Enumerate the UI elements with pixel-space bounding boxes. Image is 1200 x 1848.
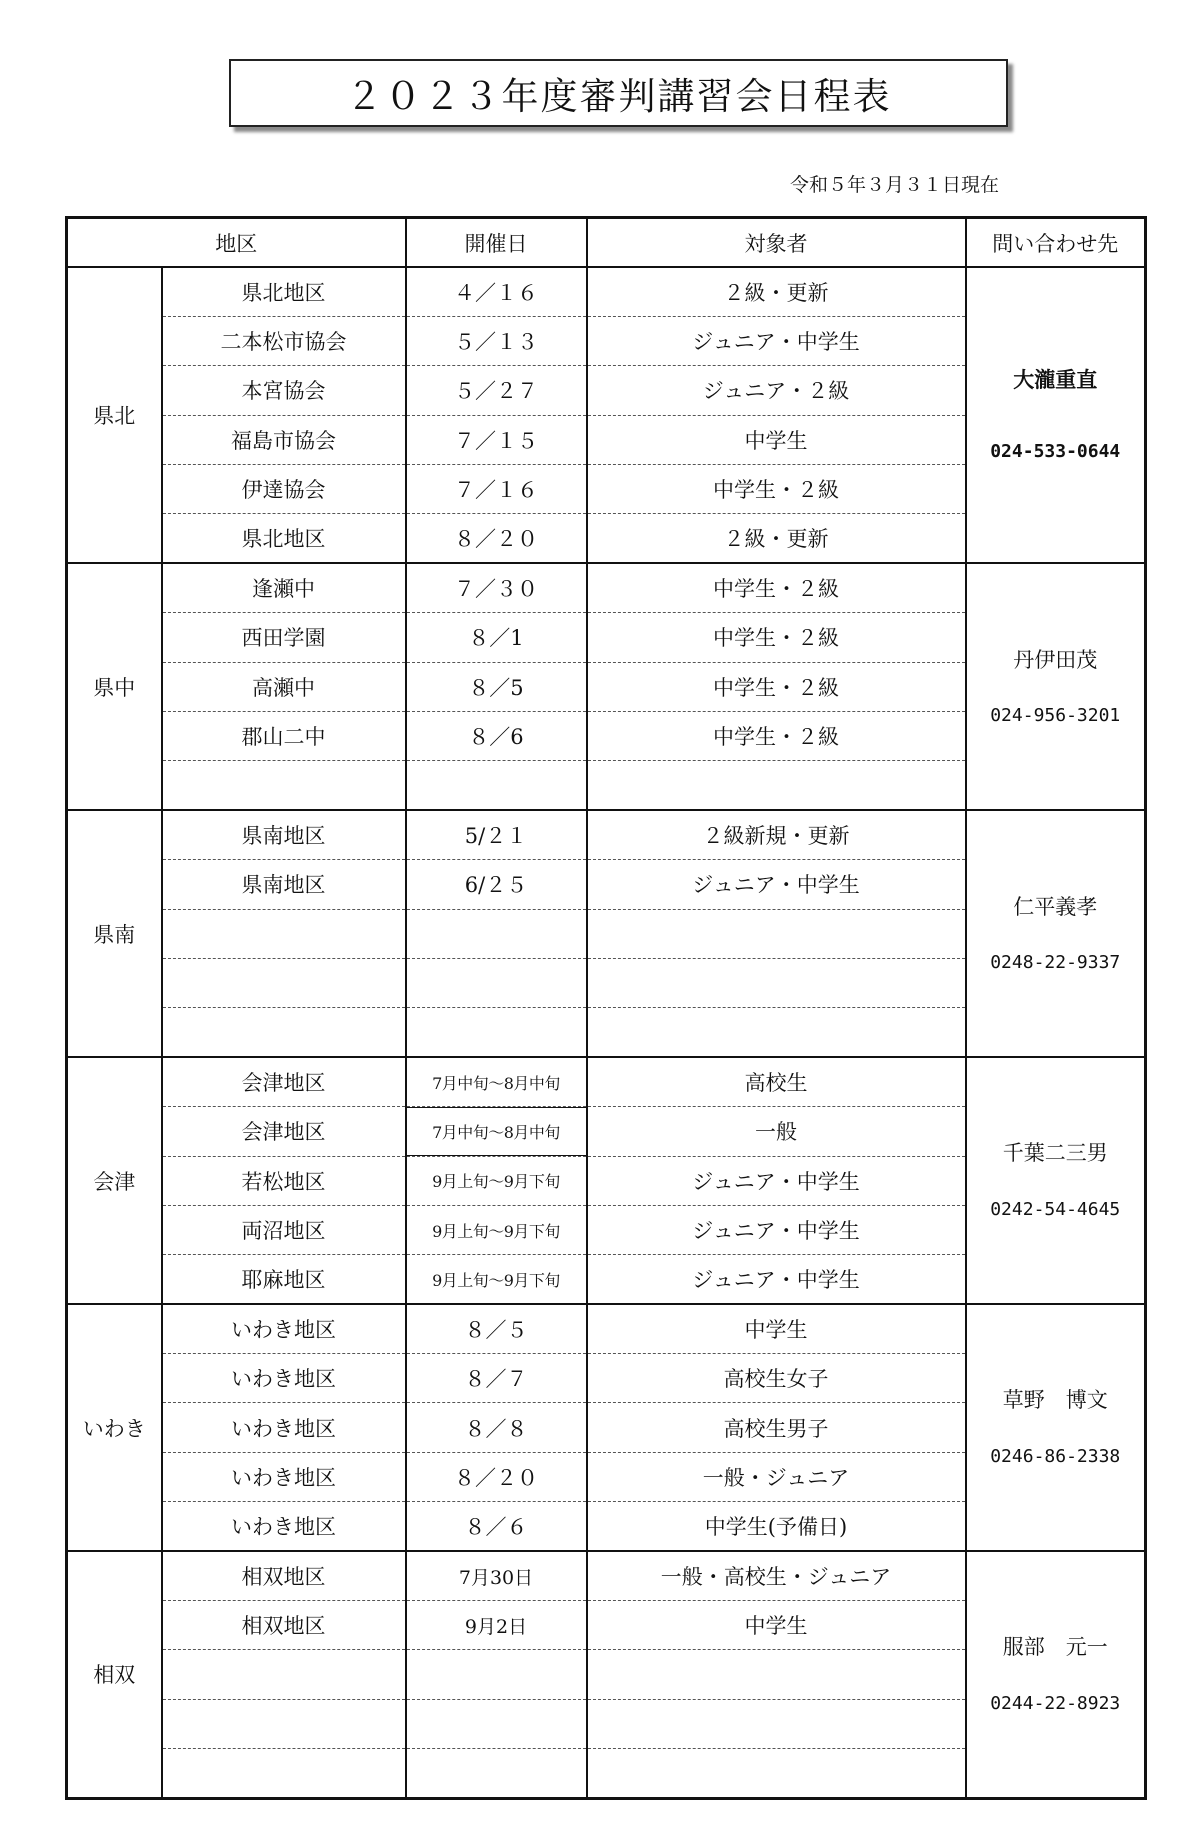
contact-phone: 0242-54-4645 (990, 1198, 1121, 1220)
venue-cell: 二本松市協会 (162, 316, 406, 365)
venue-cell: いわき地区 (162, 1304, 406, 1353)
date-cell: 7月30日 (406, 1551, 587, 1600)
venue-cell: 県北地区 (162, 267, 406, 316)
target-cell: 高校生女子 (587, 1354, 966, 1403)
table-row (67, 810, 1146, 859)
target-cell: ジュニア・中学生 (587, 860, 966, 909)
target-cell: 中学生・２級 (587, 563, 966, 612)
venue-cell: 本宮協会 (162, 366, 406, 415)
contact-phone: 0248-22-9337 (990, 952, 1121, 974)
header-date: 開催日 (406, 218, 587, 268)
venue-cell: 西田学園 (162, 613, 406, 662)
target-cell: ２級新規・更新 (587, 810, 966, 859)
venue-cell: 県南地区 (162, 860, 406, 909)
contact-name: 大瀧重直 (1013, 367, 1098, 392)
venue-cell (162, 761, 406, 810)
date-cell (406, 1008, 587, 1057)
venue-cell: 逢瀬中 (162, 563, 406, 612)
region-cell: 会津 (67, 1057, 162, 1304)
region-cell: 県中 (67, 563, 162, 810)
venue-cell: いわき地区 (162, 1502, 406, 1551)
venue-cell (162, 1650, 406, 1699)
header-region: 地区 (67, 218, 406, 268)
date-cell: 7月中旬～8月中旬 (406, 1057, 587, 1106)
venue-cell: 会津地区 (162, 1057, 406, 1106)
date-cell: ４／１６ (406, 267, 587, 316)
target-cell: 中学生・２級 (587, 465, 966, 514)
contact-name: 草野 博文 (1002, 1388, 1108, 1413)
target-cell: 高校生 (587, 1057, 966, 1106)
venue-cell: 県南地区 (162, 810, 406, 859)
date-cell: 9月2日 (406, 1601, 587, 1650)
venue-cell: 県北地区 (162, 514, 406, 563)
venue-cell: いわき地区 (162, 1452, 406, 1501)
target-cell: 一般 (587, 1107, 966, 1156)
target-cell: 一般・高校生・ジュニア (587, 1551, 966, 1600)
contact-name: 仁平義孝 (1013, 894, 1098, 919)
venue-cell: 伊達協会 (162, 465, 406, 514)
target-cell: ジュニア・中学生 (587, 1255, 966, 1304)
contact-cell (966, 1304, 1146, 1551)
page-title: ２０２３年度審判講習会日程表 (229, 59, 1008, 127)
venue-cell (162, 909, 406, 958)
schedule-body (67, 267, 1146, 1798)
target-cell (587, 1650, 966, 1699)
date-cell (406, 909, 587, 958)
contact-name: 千葉二三男 (1002, 1141, 1108, 1166)
schedule-table (65, 216, 1147, 1800)
target-cell: ジュニア・中学生 (587, 1205, 966, 1254)
target-cell: 中学生 (587, 1601, 966, 1650)
target-cell: ２級・更新 (587, 514, 966, 563)
table-row (67, 563, 1146, 612)
target-cell: 中学生 (587, 415, 966, 464)
date-cell (406, 1650, 587, 1699)
date-cell (406, 1749, 587, 1798)
region-cell: 相双 (67, 1551, 162, 1798)
contact-cell (966, 267, 1146, 563)
contact-cell (966, 1551, 1146, 1798)
target-cell: 中学生(予備日) (587, 1502, 966, 1551)
target-cell: ２級・更新 (587, 267, 966, 316)
target-cell (587, 1008, 966, 1057)
target-cell (587, 761, 966, 810)
date-cell: ８／８ (406, 1403, 587, 1452)
date-cell: ５／２７ (406, 366, 587, 415)
venue-cell (162, 958, 406, 1007)
venue-cell: 耶麻地区 (162, 1255, 406, 1304)
date-cell: ７／３０ (406, 563, 587, 612)
date-cell: ８／５ (406, 1304, 587, 1353)
venue-cell: 相双地区 (162, 1551, 406, 1600)
venue-cell: 両沼地区 (162, 1205, 406, 1254)
as-of-date: 令和５年３月３１日現在 (790, 174, 1000, 196)
date-cell: ８／６ (406, 1502, 587, 1551)
date-cell: 5/２１ (406, 810, 587, 859)
contact-phone: 024-956-3201 (990, 705, 1121, 727)
date-cell: ８／1 (406, 613, 587, 662)
target-cell: ジュニア・２級 (587, 366, 966, 415)
contact-phone: 024-533-0644 (990, 441, 1121, 463)
date-cell: 7月中旬～8月中旬 (406, 1107, 587, 1156)
contact-cell (966, 810, 1146, 1057)
header-target: 対象者 (587, 218, 966, 268)
date-cell: ８／２０ (406, 514, 587, 563)
header-contact: 問い合わせ先 (966, 218, 1146, 268)
contact-phone: 0246-86-2338 (990, 1445, 1121, 1467)
date-cell: ８／6 (406, 712, 587, 761)
date-cell: ７／１５ (406, 415, 587, 464)
target-cell (587, 958, 966, 1007)
region-cell: 県南 (67, 810, 162, 1057)
target-cell: 一般・ジュニア (587, 1452, 966, 1501)
venue-cell: いわき地区 (162, 1354, 406, 1403)
date-cell (406, 761, 587, 810)
venue-cell: いわき地区 (162, 1403, 406, 1452)
header-row (67, 218, 1146, 268)
date-cell: ８／5 (406, 662, 587, 711)
region-cell: 県北 (67, 267, 162, 563)
contact-cell (966, 563, 1146, 810)
date-cell: 9月上旬～9月下旬 (406, 1255, 587, 1304)
target-cell: ジュニア・中学生 (587, 316, 966, 365)
target-cell (587, 1699, 966, 1748)
date-cell: ７／１６ (406, 465, 587, 514)
table-row (67, 1057, 1146, 1106)
venue-cell: 若松地区 (162, 1156, 406, 1205)
venue-cell: 高瀬中 (162, 662, 406, 711)
target-cell: 中学生・２級 (587, 613, 966, 662)
target-cell (587, 1749, 966, 1798)
table-row (67, 1551, 1146, 1600)
target-cell: 中学生・２級 (587, 712, 966, 761)
contact-name: 丹伊田茂 (1013, 647, 1098, 672)
region-cell: いわき (67, 1304, 162, 1551)
venue-cell (162, 1749, 406, 1798)
target-cell: 高校生男子 (587, 1403, 966, 1452)
contact-phone: 0244-22-8923 (990, 1692, 1121, 1714)
table-row (67, 1304, 1146, 1353)
target-cell (587, 909, 966, 958)
venue-cell (162, 1699, 406, 1748)
venue-cell (162, 1008, 406, 1057)
date-cell: 9月上旬～9月下旬 (406, 1205, 587, 1254)
date-cell (406, 958, 587, 1007)
venue-cell: 福島市協会 (162, 415, 406, 464)
date-cell: 6/２５ (406, 860, 587, 909)
date-cell: ５／１３ (406, 316, 587, 365)
venue-cell: 相双地区 (162, 1601, 406, 1650)
venue-cell: 郡山二中 (162, 712, 406, 761)
contact-cell (966, 1057, 1146, 1304)
target-cell: 中学生 (587, 1304, 966, 1353)
venue-cell: 会津地区 (162, 1107, 406, 1156)
date-cell: 9月上旬～9月下旬 (406, 1156, 587, 1205)
date-cell (406, 1699, 587, 1748)
date-cell: ８／２０ (406, 1452, 587, 1501)
contact-name: 服部 元一 (1002, 1635, 1108, 1660)
table-row (67, 267, 1146, 316)
target-cell: 中学生・２級 (587, 662, 966, 711)
target-cell: ジュニア・中学生 (587, 1156, 966, 1205)
date-cell: ８／７ (406, 1354, 587, 1403)
